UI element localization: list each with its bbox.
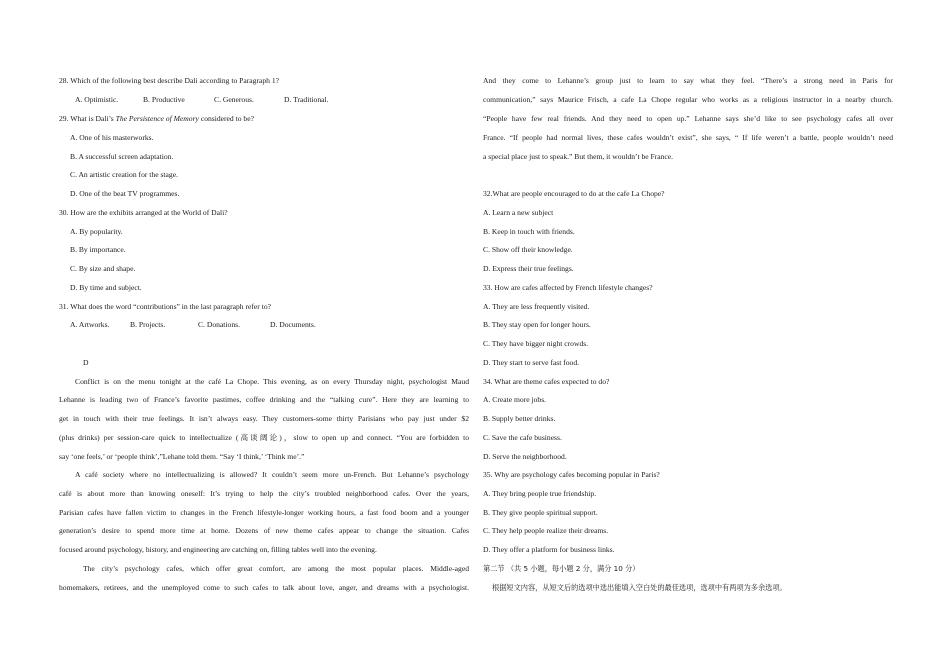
q28-stem: 28. Which of the following best describe Dali according to Paragraph 1? [59,76,280,85]
q32-option-d: D. Express their true feelings. [483,264,574,273]
q29-title: The Persistence of Memory [115,114,199,123]
passage-continuation-line: France. “If people had normal lives, these cafes wouldn’t exist”, she says, “ If life weren’t a battle, people wouldn’t need [483,133,893,142]
q32-stem: 32.What are people encouraged to do at the cafe La Chope? [483,189,665,198]
passage-line: focused around psychology, history, and engineering are catching on, filling tables well into the evening. [59,545,377,554]
q29-option-b: B. A successful screen adaptation. [70,152,174,161]
passage-line: generation’s desire to spend more time at home. Dozens of new theme cafes appear to change the situation. Cafes [59,526,469,535]
q32-option-a: A. Learn a new subject [483,208,554,217]
passage-line: café is about more than knowing oneself: It’s trying to help the city’s troubled neighborhood cafes. Over the years, [59,489,469,498]
q30-option-b: B. By importance. [70,245,126,254]
passage-line: homemakers, retirees, and the unemployed come to such cafes to talk about love, anger, and dreams with a psychologist. [59,583,469,592]
q34-option-d: D. Serve the neighborhood. [483,452,567,461]
q33-option-a: A. They are less frequently visited. [483,302,590,311]
q29-stem: 29. What is Dali’s The Persistence of Memory considered to be? [59,114,254,123]
passage-continuation-line: “People have few real friends. And they need to open up.” Lehanne says she’d like to see psychology cafes all over [483,114,893,123]
q31-stem: 31. What does the word “contributions” in the last paragraph refer to? [59,302,271,311]
q35-stem: 35. Why are psychology cafes becoming popular in Paris? [483,470,660,479]
q35-option-c: C. They help people realize their dreams. [483,526,609,535]
passage-line: say ‘one feels,’ or ‘people think’,”Lehane told them. “Say ‘I think,’ ‘Think me’.” [59,452,305,461]
passage-line: A café society where no intellectualizing is allowed? It couldn’t seem more un-French. But Lehanne’s psychology [75,470,469,479]
passage-line: Parisian cafes have fallen victim to changes in the French lifestyle-longer working hours, a fast food boom and a younger [59,508,469,517]
q29-option-a: A. One of his masterworks. [70,133,154,142]
q34-stem: 34. What are theme cafes expected to do? [483,377,610,386]
q28-options [75,95,329,105]
q31-option-a: A. Artworks. [70,320,110,329]
passage-line: get in touch with their true feelings. It isn’t always easy. They customers-some thirty Parisians who pay just under $2 [59,414,469,423]
q29-option-c: C. An artistic creation for the stage. [70,170,178,179]
passage-line: Conflict is on the menu tonight at the café La Chope. This evening, as on every Thursday night, psychologist Maud [75,377,469,386]
passage-line: (plus drinks) per session-care quick to intellectualize (高谈阔论)，slow to open up and connect. “You are forbidden to [59,433,469,442]
q30-option-a: A. By popularity. [70,227,123,236]
q33-stem: 33. How are cafes affected by French lifestyle changes? [483,283,653,292]
q30-option-c: C. By size and shape. [70,264,136,273]
q35-option-a: A. They bring people true friendship. [483,489,597,498]
passage-continuation-line: And they come to Lehanne’s group just to learn to say what they feel. “There’s a strong need in Paris for [483,76,893,85]
q30-option-d: D. By time and subject. [70,283,142,292]
q32-option-c: C. Show off their knowledge. [483,245,573,254]
q31-option-b: B. Projects. [130,320,166,329]
passage-line: Lehanne is leading two of France’s favorite pastimes, coffee drinking and the “talking cure”. Here they are learning to [59,395,469,404]
section-2-instruction: 根据短文内容，从短文后的选项中选出能填入空白处的最佳选项，选项中有两项为多余选项。 [492,583,787,592]
q34-option-c: C. Save the cafe business. [483,433,562,442]
q35-option-b: B. They give people spiritual support. [483,508,598,517]
q28-option-b: B. Productive [143,95,185,104]
passage-d-heading: D [83,358,89,367]
q28-option-a: A. Optimistic. [75,95,119,104]
q30-stem: 30. How are the exhibits arranged at the World of Dali? [59,208,228,217]
q29-option-d: D. One of the beat TV programmes. [70,189,180,198]
q32-option-b: B. Keep in touch with friends. [483,227,575,236]
q33-option-c: C. They have bigger night crowds. [483,339,589,348]
q33-option-d: D. They start to serve fast food. [483,358,580,367]
q28-option-c: C. Generous. [214,95,254,104]
q28-option-d: D. Traditional. [284,95,329,104]
q34-option-a: A. Create more jobs. [483,395,547,404]
passage-continuation-line: a special place just to speak.” But them, it wouldn’t be France. [483,152,674,161]
q35-option-d: D. They offer a platform for business links. [483,545,615,554]
q31-option-c: C. Donations. [198,320,240,329]
section-2-heading: 第二节 （共 5 小题，每小题 2 分，满分 10 分） [483,564,640,573]
passage-line: The city’s psychology cafes, which offer great comfort, are among the most popular places. Middle-aged [83,564,469,573]
passage-continuation-line: communication,” says Maurice Frisch, a cafe La Chope regular who works as a religious instructor in a nearby church. [483,95,893,104]
q31-options [70,320,316,330]
q31-option-d: D. Documents. [270,320,316,329]
q34-option-b: B. Supply better drinks. [483,414,556,423]
q33-option-b: B. They stay open for longer hours. [483,320,591,329]
